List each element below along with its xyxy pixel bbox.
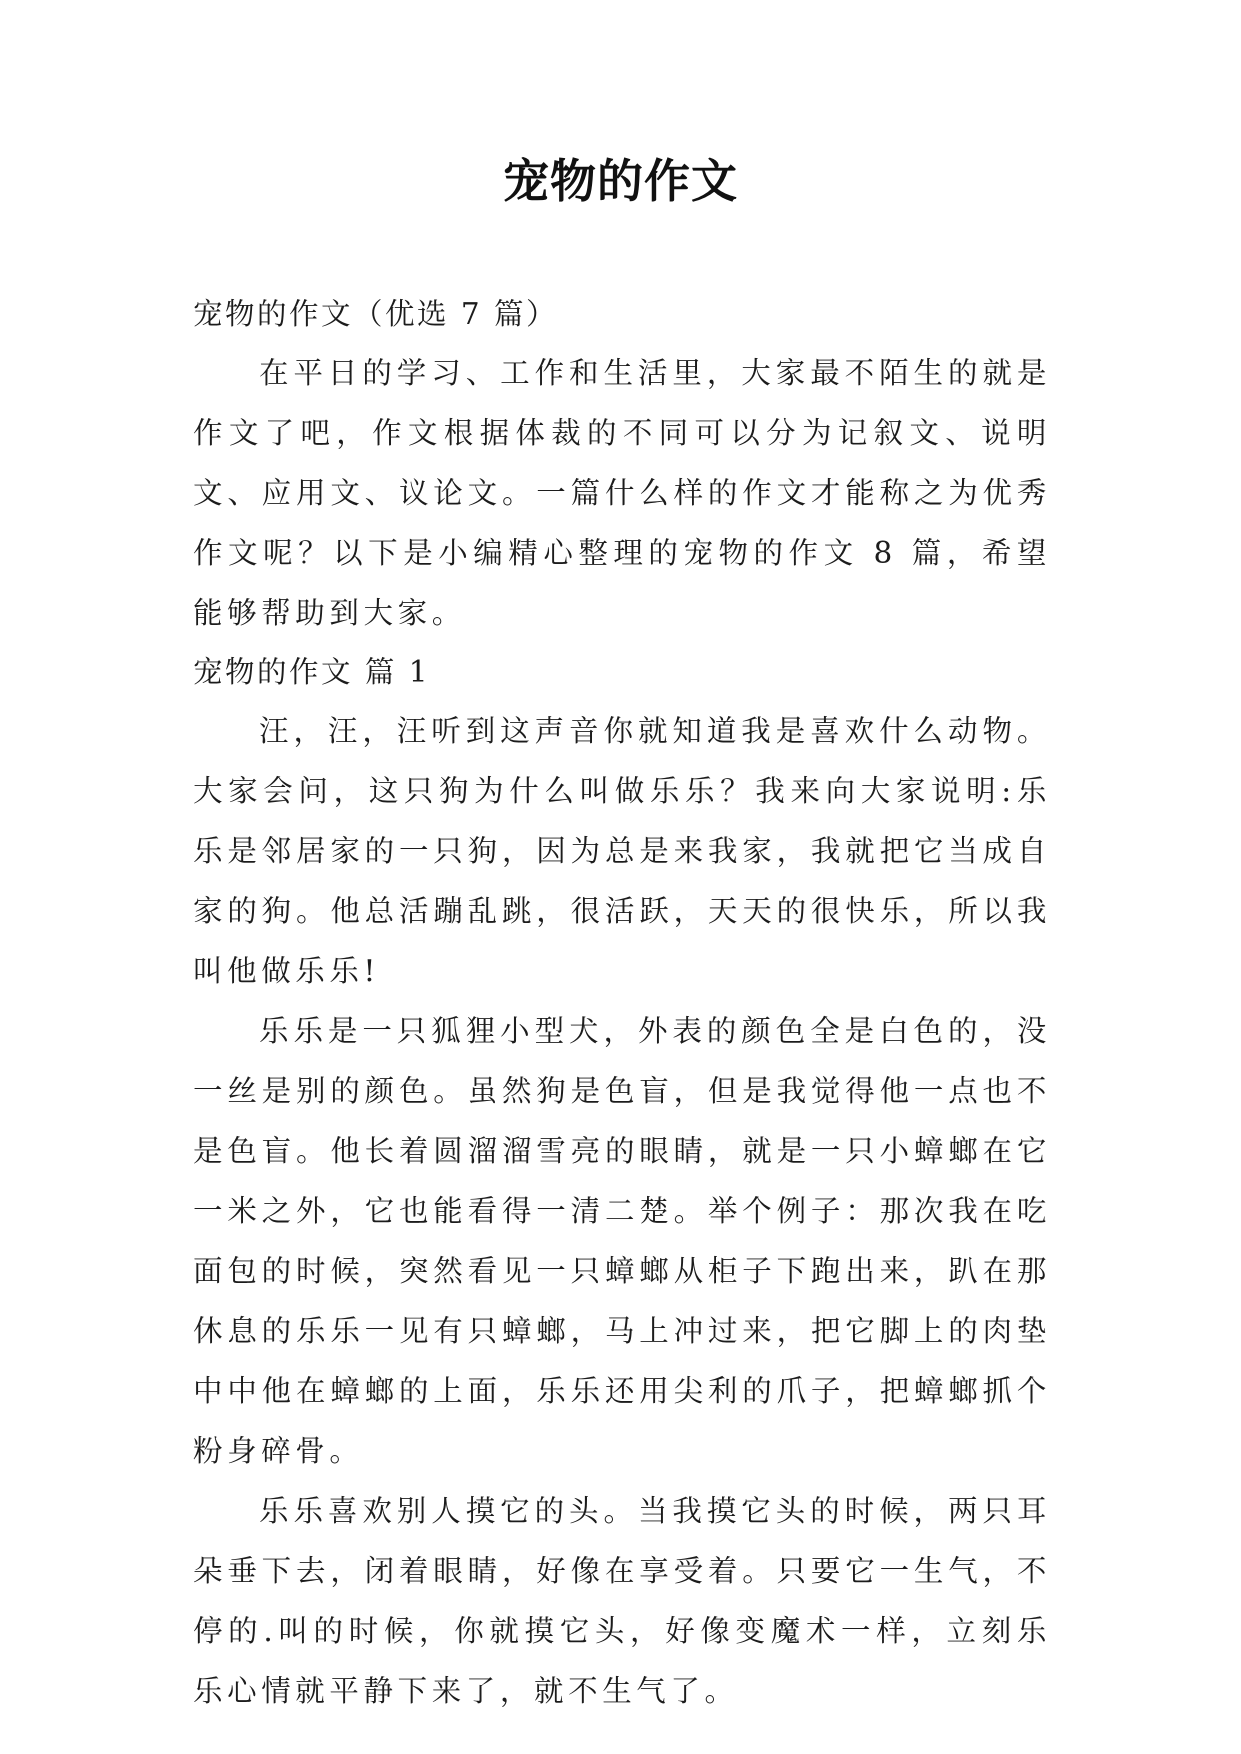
body-paragraph: 乐乐是一只狐狸小型犬，外表的颜色全是白色的，没一丝是别的颜色。虽然狗是色盲，但是我觉得他一点也不是色盲。他长着圆溜溜雪亮的眼睛，就是一只小蟑螂在它一米之外，它也能看得一清二楚。举个例子：那次我在吃面包的时候，突然看见一只蟑螂从柜子下跑出来，趴在那休息的乐乐一见有只蟑螂，马上冲过来，把它脚上的肉垫中中他在蟑螂的上面，乐乐还用尖利的爪子，把蟑螂抓个粉身碎骨。 <box>193 1014 1051 1468</box>
document-body <box>193 285 1051 1721</box>
section-heading: 宠物的作文 篇 1 <box>193 655 431 689</box>
document-title: 宠物的作文 <box>503 154 738 208</box>
document-subtitle: 宠物的作文（优选 7 篇） <box>193 297 559 331</box>
body-paragraph: 乐乐喜欢别人摸它的头。当我摸它头的时候，两只耳朵垂下去，闭着眼睛，好像在享受着。只要它一生气，不停的.叫的时候，你就摸它头，好像变魔术一样，立刻乐乐心情就平静下来了，就不生气了。 <box>193 1494 1051 1708</box>
intro-paragraph: 在平日的学习、工作和生活里，大家最不陌生的就是作文了吧，作文根据体裁的不同可以分为记叙文、说明文、应用文、议论文。一篇什么样的作文才能称之为优秀作文呢？以下是小编精心整理的宠物的作文 8 篇，希望能够帮助到大家。 <box>193 356 1051 630</box>
body-paragraph: 汪，汪，汪听到这声音你就知道我是喜欢什么动物。大家会问，这只狗为什么叫做乐乐？我来向大家说明:乐乐是邻居家的一只狗，因为总是来我家，我就把它当成自家的狗。他总活蹦乱跳，很活跃，天天的很快乐，所以我叫他做乐乐! <box>193 714 1051 988</box>
